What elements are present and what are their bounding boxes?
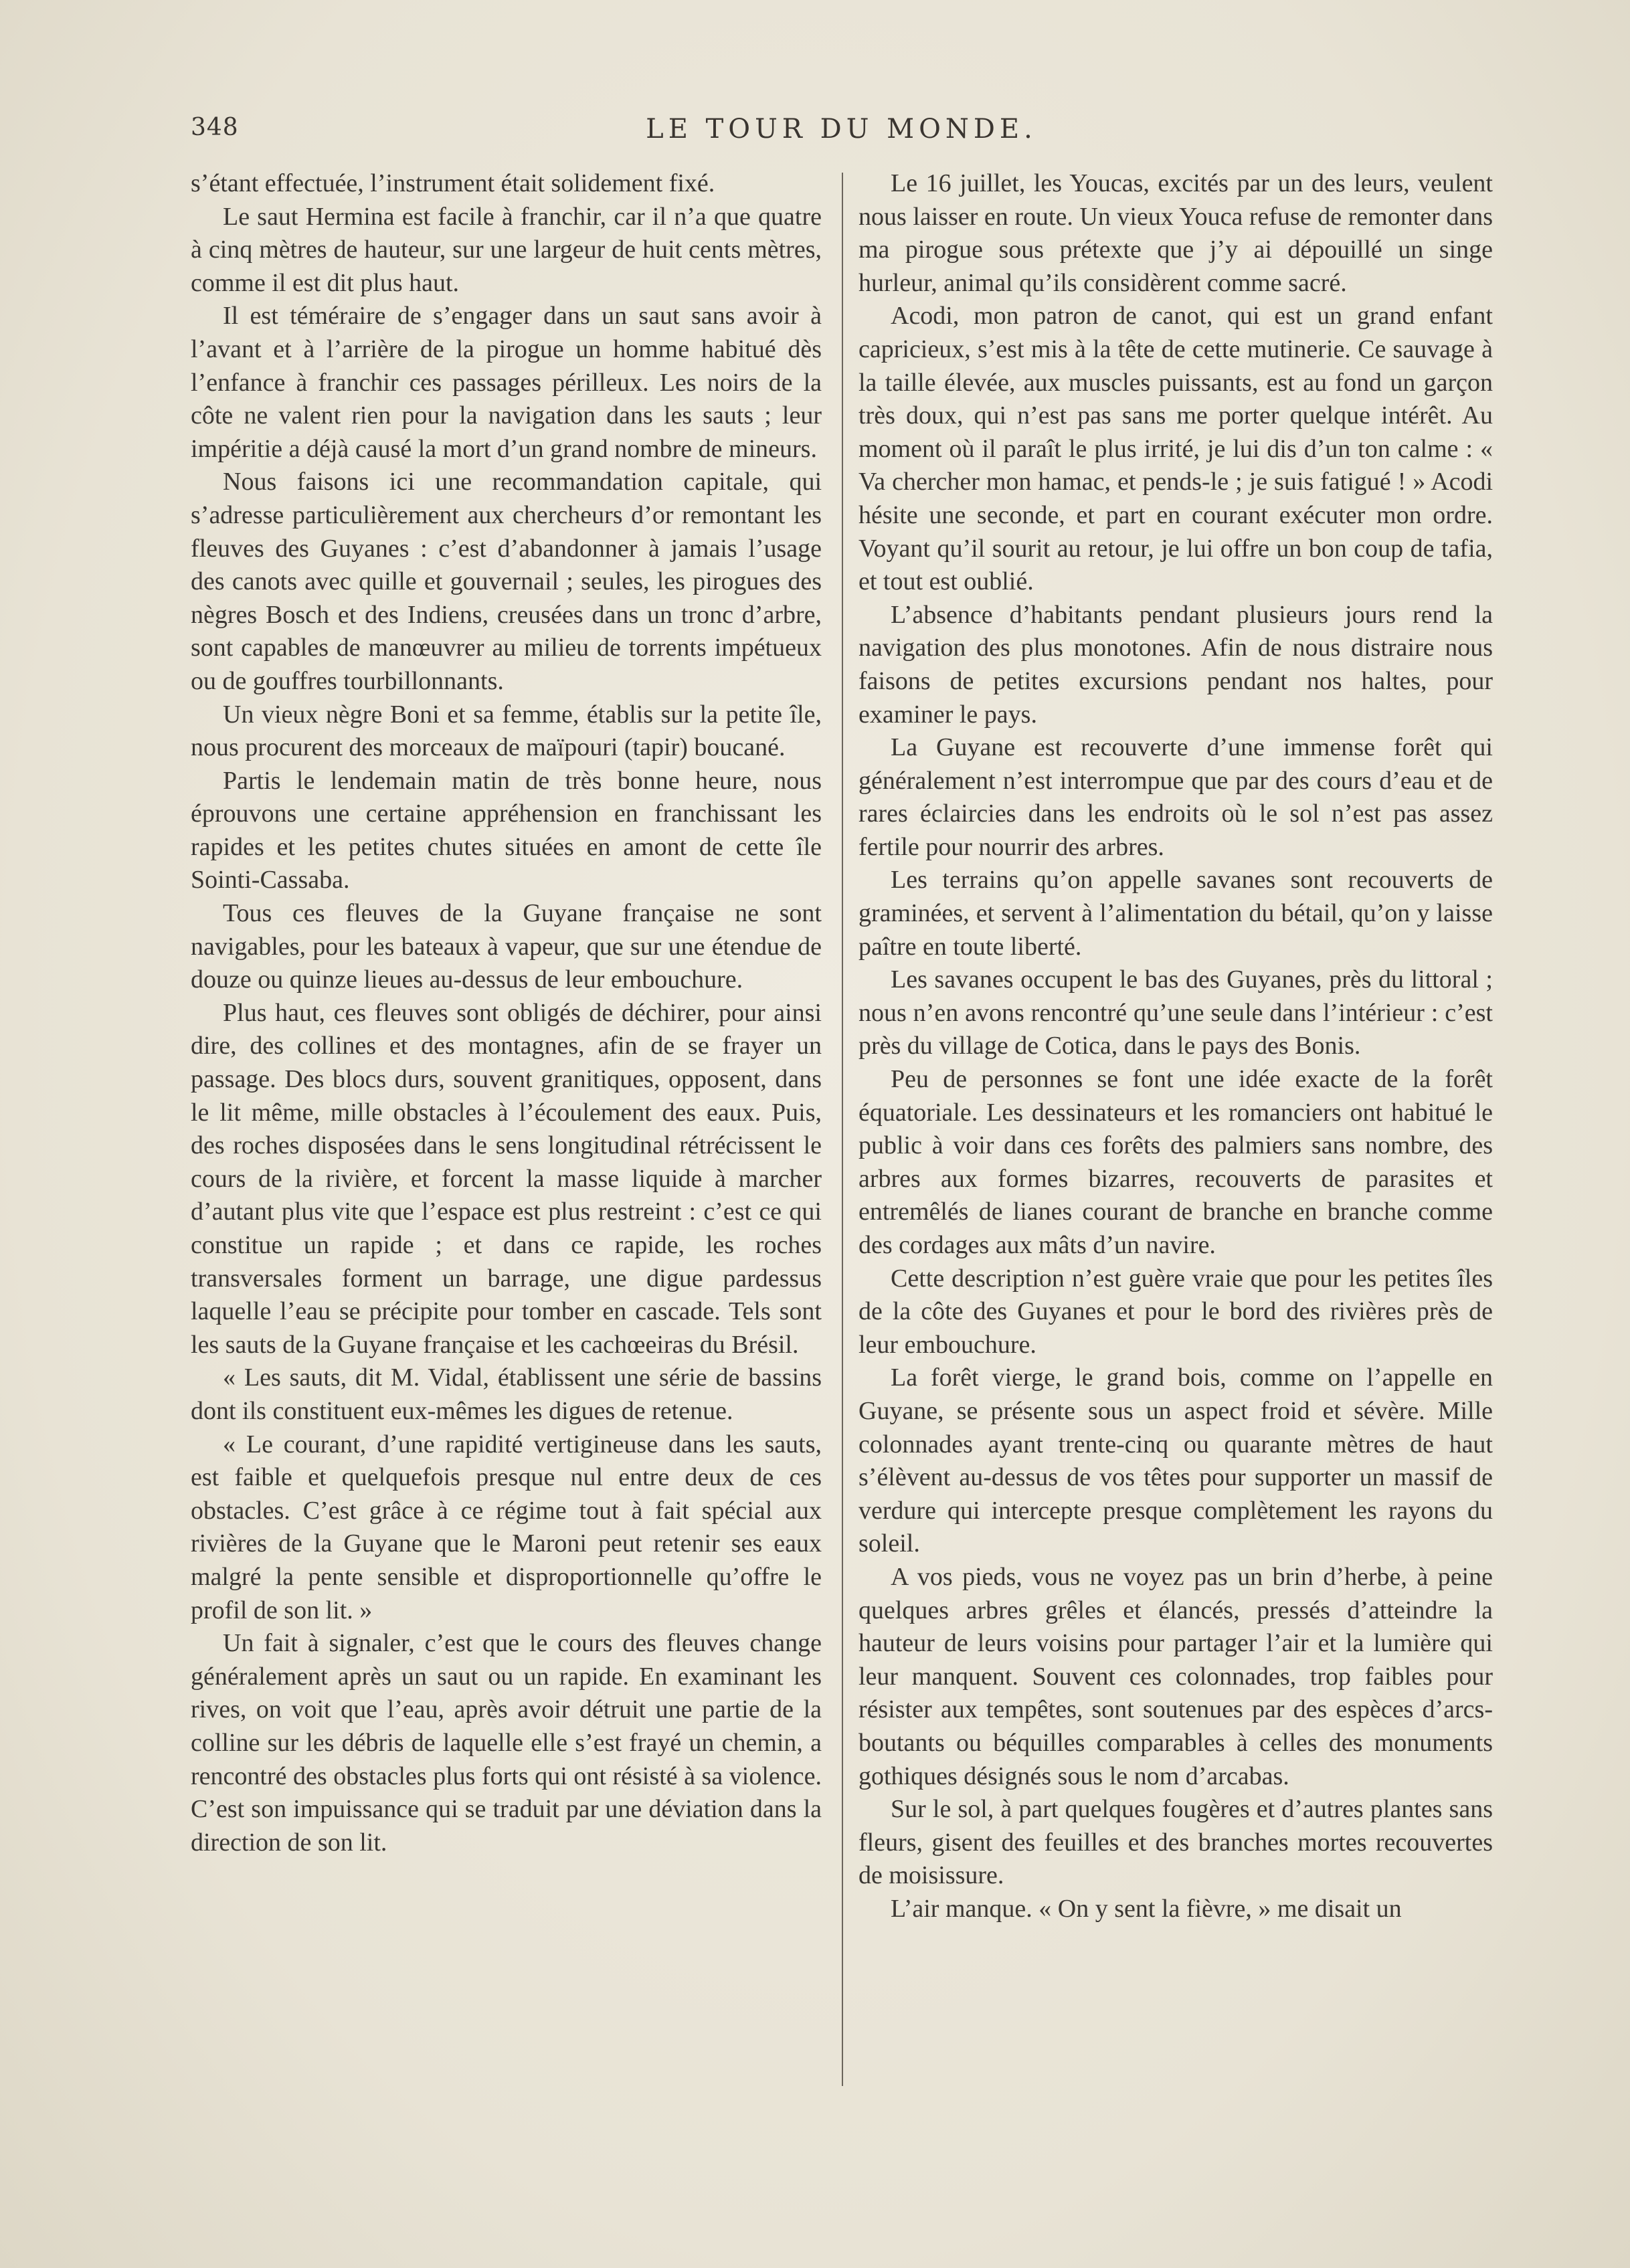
right-column xyxy=(858,167,1493,1925)
paragraph: Tous ces fleuves de la Guyane française ne sont navigables, pour les bateaux à vapeur, que sur une étendue de douze ou quinze lieues au-dessus de leur embouchure. xyxy=(191,899,822,994)
paragraph: Le 16 juillet, les Youcas, excités par un des leurs, veulent nous laisser en route. Un vieux Youca refuse de remonter dans ma pirogue sous prétexte que j’y ai dépouillé un singe hurleur, animal qu’ils considèrent comme sacré. xyxy=(858,169,1493,297)
paragraph: Le saut Hermina est facile à franchir, car il n’a que quatre à cinq mètres de hauteur, sur une largeur de huit cents mètres, comme il est dit plus haut. xyxy=(191,202,822,297)
paragraph: Plus haut, ces fleuves sont obligés de déchirer, pour ainsi dire, des collines et des montagnes, afin de se frayer un passage. Des blocs durs, souvent granitiques, opposent, dans le lit même, mille obstacles à l’écoulement des eaux. Puis, des roches disposées dans le sens longitudinal rétrécissent le cours de la rivière, et forcent la masse liquide à marcher d’autant plus vite que l’espace est plus restreint : c’est ce qui constitue un rapide ; et dans ce rapide, les roches transversales forment un barrage, une digue pardessus laquelle l’eau se précipite pour tomber en cascade. Tels sont les sauts de la Guyane française et les cachœeiras du Brésil. xyxy=(191,998,822,1359)
paragraph: « Les sauts, dit M. Vidal, établissent une série de bassins dont ils constituent eux-mêmes les digues de retenue. xyxy=(191,1363,822,1425)
paragraph: Les terrains qu’on appelle savanes sont recouverts de graminées, et servent à l’alimentation du bétail, qu’on y laisse paître en toute liberté. xyxy=(858,866,1493,961)
page-number: 348 xyxy=(191,114,239,141)
left-column xyxy=(191,167,822,1859)
paragraph: Cette description n’est guère vraie que pour les petites îles de la côte des Guyanes et pour le bord des rivières près de leur embouchure. xyxy=(858,1264,1493,1359)
paragraph: Acodi, mon patron de canot, qui est un grand enfant capricieux, s’est mis à la tête de cette mutinerie. Ce sauvage à la taille élevée, aux muscles puissants, est au fond un garçon très doux, qui n’est pas sans me porter quelque intérêt. Au moment où il paraît le plus irrité, je lui dis d’un ton calme : « Va chercher mon hamac, et pends-le ; je suis fatigué ! » Acodi hésite une seconde, et part en courant exécuter mon ordre. Voyant qu’il sourit au retour, je lui offre un bon coup de tafia, et tout est oublié. xyxy=(858,302,1493,596)
paragraph: Partis le lendemain matin de très bonne heure, nous éprouvons une certaine appréhension en franchissant les rapides et les petites chutes situées en amont de cette île Sointi-Cassaba. xyxy=(191,766,822,894)
paragraph: Les savanes occupent le bas des Guyanes, près du littoral ; nous n’en avons rencontré qu’une seule dans l’intérieur : c’est près du village de Cotica, dans le pays des Bonis. xyxy=(858,965,1493,1060)
page-header xyxy=(191,114,1492,154)
paragraph: « Le courant, d’une rapidité vertigineuse dans les sauts, est faible et quelquefois presque nul entre deux de ces obstacles. C’est grâce à ce régime tout à fait spécial aux rivières de la Guyane que le Maroni peut retenir ses eaux malgré la pente sensible et disproportionnelle qu’offre le profil de son lit. » xyxy=(191,1430,822,1624)
paragraph: Un fait à signaler, c’est que le cours des fleuves change généralement après un saut ou un rapide. En examinant les rives, on voit que l’eau, après avoir détruit une partie de la colline sur les débris de laquelle elle s’est frayé un chemin, a rencontré des obstacles plus forts qui ont résisté à sa violence. C’est son impuissance qui se traduit par une déviation dans la direction de son lit. xyxy=(191,1629,822,1857)
paragraph: Nous faisons ici une recommandation capitale, qui s’adresse particulièrement aux chercheurs d’or remontant les fleuves des Guyanes : c’est d’abandonner à jamais l’usage des canots avec quille et gouvernail ; seules, les pirogues des nègres Bosch et des Indiens, creusées dans un tronc d’arbre, sont capables de manœuvrer au milieu de torrents impétueux ou de gouffres tourbillonnants. xyxy=(191,468,822,695)
paragraph: A vos pieds, vous ne voyez pas un brin d’herbe, à peine quelques arbres grêles et élancés, pressés d’atteindre la hauteur de leurs voisins pour partager l’air et la lumière qui leur manquent. Souvent ces colonnades, trop faibles pour résister aux tempêtes, sont soutenues par des espèces d’arcs-boutants ou béquilles comparables à celles des monuments gothiques désignés sous le nom d’arcabas. xyxy=(858,1562,1493,1790)
paragraph: La forêt vierge, le grand bois, comme on l’appelle en Guyane, se présente sous un aspect froid et sévère. Mille colonnades ayant trente-cinq ou quarante mètres de haut s’élèvent au-dessus de vos têtes pour supporter un massif de verdure qui intercepte presque complètement les rayons du soleil. xyxy=(858,1363,1493,1558)
running-title: LE TOUR DU MONDE. xyxy=(646,114,1037,145)
paragraph: L’air manque. « On y sent la fièvre, » me disait un xyxy=(891,1894,1402,1923)
paragraph: Sur le sol, à part quelques fougères et d’autres plantes sans fleurs, gisent des feuilles et des branches mortes recouvertes de moisissure. xyxy=(858,1795,1493,1890)
column-divider xyxy=(842,173,843,2086)
paragraph: La Guyane est recouverte d’une immense forêt qui généralement n’est interrompue que par des cours d’eau et de rares éclaircies dans les endroits où le sol n’est pas assez fertile pour nourrir des arbres. xyxy=(858,733,1493,861)
paragraph: s’étant effectuée, l’instrument était solidement fixé. xyxy=(191,169,715,197)
paragraph: L’absence d’habitants pendant plusieurs jours rend la navigation des plus monotones. Afin de nous distraire nous faisons de petites excursions pendant nos haltes, pour examiner le pays. xyxy=(858,600,1493,729)
paragraph: Il est téméraire de s’engager dans un saut sans avoir à l’avant et à l’arrière de la pirogue un homme habitué dès l’enfance à franchir ces passages périlleux. Les noirs de la côte ne valent rien pour la navigation dans les sauts ; leur impéritie a déjà causé la mort d’un grand nombre de mineurs. xyxy=(191,302,822,463)
paragraph: Peu de personnes se font une idée exacte de la forêt équatoriale. Les dessinateurs et les romanciers ont habitué le public à voir dans ces forêts des palmiers sans nombre, des arbres aux formes bizarres, recouverts de parasites et entremêlés de lianes courant de branche en branche comme des cordages aux mâts d’un navire. xyxy=(858,1065,1493,1259)
paragraph: Un vieux nègre Boni et sa femme, établis sur la petite île, nous procurent des morceaux de maïpouri (tapir) boucané. xyxy=(191,700,822,762)
